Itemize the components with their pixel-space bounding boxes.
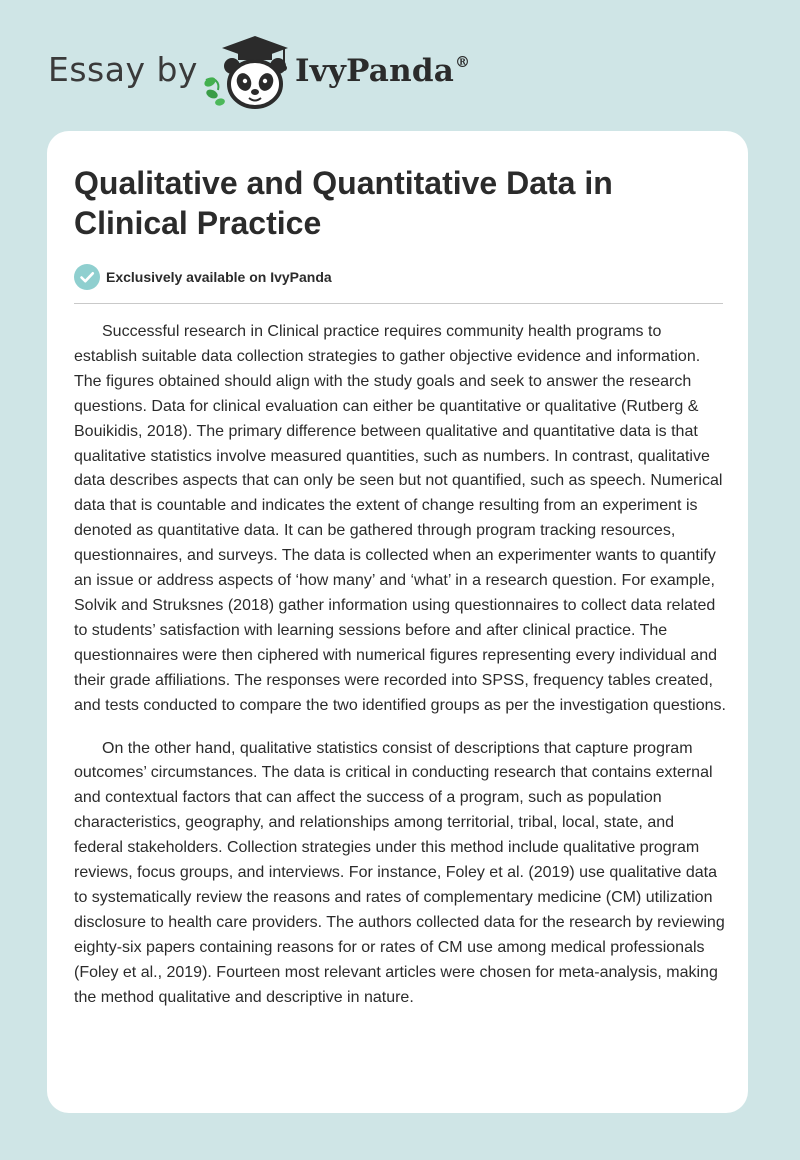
registered-mark: ® (455, 53, 471, 71)
check-circle-icon (74, 264, 100, 290)
article-card (47, 131, 748, 1113)
site-header (48, 30, 508, 110)
exclusive-badge (74, 264, 332, 290)
body-paragraph: On the other hand, qualitative statistics consist of descriptions that capture program outcomes’ circumstances. The data is critical in conducting research that contains external and contextual factors that can affect the success of a program, such as population characteristics, geography, and relationships among territorial, tribal, local, state, and federal stakeholders. Collection strategies under this method include qualitative program reviews, focus groups, and interviews. For instance, Foley et al. (2019) use qualitative data to systematically review the reasons and rates of complementary medicine (CM) utilization disclosure to health care providers. The authors collected data for the research by reviewing eighty-six papers containing reasons for or rates of CM use among medical professionals (Foley et al., 2019). Fourteen most relevant articles were chosen for meta-analysis, making the method qualitative and descriptive in nature. (74, 739, 725, 1006)
panda-logo-icon[interactable] (200, 32, 290, 110)
exclusive-badge-label: Exclusively available on IvyPanda (106, 269, 332, 285)
essay-by-label: Essay by (48, 50, 198, 89)
brand-name[interactable]: IvyPanda® (295, 53, 471, 89)
article-body (74, 320, 726, 1028)
article-title: Qualitative and Quantitative Data in Clinical Practice (74, 165, 613, 241)
title-divider (74, 303, 723, 304)
body-paragraph: Successful research in Clinical practice requires community health programs to establish suitable data collection strategies to gather objective evidence and information. The figures obtained should align with the study goals and seek to answer the research questions. Data for clinical evaluation can either be quantitative or qualitative (Rutberg & Bouikidis, 2018). The primary difference between qualitative and quantitative data is that qualitative statistics involve measured quantities, such as numbers. In contrast, qualitative data describes aspects that can only be seen but not quantified, such as speech. Numerical data that is countable and indicates the extent of change resulting from an experiment is denoted as quantitative data. It can be gathered through program tracking resources, questionnaires, and surveys. The data is collected when an experimenter wants to quantify an issue or address aspects of ‘how many’ and ‘what’ in a research question. For example, Solvik and Struksnes (2018) gather information using questionnaires to collect data related to students’ satisfaction with learning sessions before and after clinical practice. The questionnaires were then ciphered with numerical figures representing every individual and their grade affiliations. The responses were recorded into SPSS, frequency tables created, and tests conducted to compare the two identified groups as per the investigation questions. (74, 323, 726, 714)
